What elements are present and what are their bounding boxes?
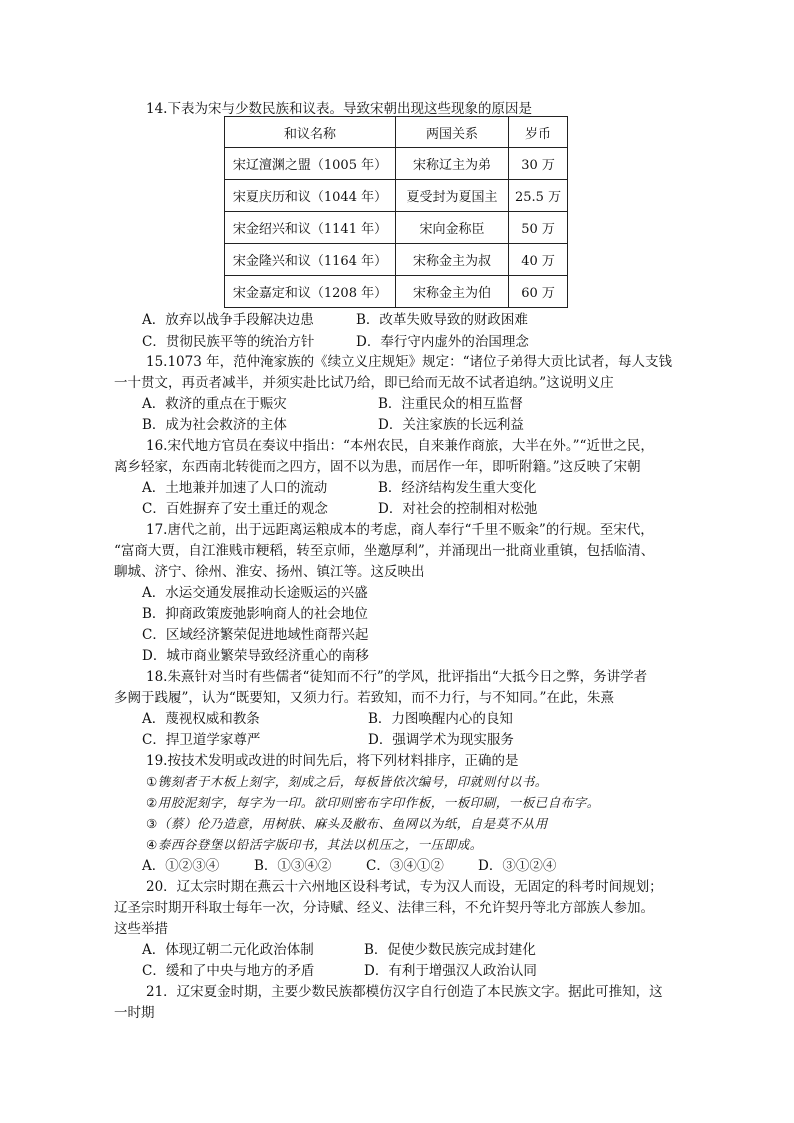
table-row: [225, 148, 568, 180]
q19-option-d[interactable]: D．③①②④: [478, 858, 557, 874]
q19-option-c[interactable]: C．③④①②: [366, 858, 444, 874]
q16-option-a[interactable]: A．土地兼并加速了人口的流动: [142, 480, 328, 496]
q20-option-b[interactable]: B．促使少数民族完成封建化: [364, 942, 536, 958]
cell-tribute: 50 万: [509, 212, 568, 244]
q18-option-c[interactable]: C．捍卫道学家尊严: [142, 732, 261, 748]
q16-option-b[interactable]: B．经济结构发生重大变化: [378, 480, 537, 496]
cell-relation: 宋称金主为伯: [396, 276, 509, 308]
q17-line-3: 聊城、济宁、徐州、淮安、扬州、镇江等。这反映出: [114, 564, 425, 580]
q14-option-b[interactable]: B．改革失败导致的财政困难: [356, 312, 528, 328]
cell-relation: 宋向金称臣: [396, 212, 509, 244]
q21-line-1: 21．辽宋夏金时期，主要少数民族都模仿汉字自行创造了本民族文字。据此可推知，这: [146, 984, 663, 1000]
q15-option-c[interactable]: B．成为社会救济的主体: [142, 417, 287, 433]
table-row: [225, 180, 568, 212]
header-relation: 两国关系: [396, 117, 509, 148]
q14-stem: 14.下表为宋与少数民族和议表。导致宋朝出现这些现象的原因是: [146, 101, 532, 117]
table-row: [225, 244, 568, 276]
cell-tribute: 30 万: [509, 148, 568, 180]
q18-option-b[interactable]: B．力图唤醒内心的良知: [368, 711, 513, 727]
header-treaty-name: 和议名称: [225, 117, 396, 148]
treaty-table: [224, 116, 568, 308]
q17-line-1: 17.唐代之前，出于远距离运粮成本的考虑，商人奉行“千里不贩籴”的行规。至宋代，: [146, 522, 654, 538]
q18-option-d[interactable]: D．强调学术为现实服务: [368, 732, 514, 748]
table-row: [225, 276, 568, 308]
cell-relation: 夏受封为夏国主: [396, 180, 509, 212]
q18-option-a[interactable]: A．蔑视权威和教条: [142, 711, 260, 727]
q15-line-2: 一十贯文，再贡者减半，并须实赴比试乃给，即已给而无故不试者追纳。”这说明义庄: [114, 375, 614, 391]
q20-line-1: 20．辽太宗时期在燕云十六州地区设科考试，专为汉人而设，无固定的科考时间规划；: [146, 879, 663, 895]
q15-option-a[interactable]: A．救济的重点在于赈灾: [142, 396, 287, 412]
q15-option-b[interactable]: B．注重民众的相互监督: [378, 396, 523, 412]
table-row: [225, 212, 568, 244]
q15-option-d[interactable]: D．关注家族的长远利益: [378, 417, 524, 433]
q19-material-1: ①镌刻者于木板上刻字，刻成之后，每板皆依次编号，印就则付以书。: [146, 774, 548, 789]
q14-option-d[interactable]: D．奉行守内虚外的治国理念: [356, 334, 529, 350]
q20-option-c[interactable]: C．缓和了中央与地方的矛盾: [142, 963, 315, 979]
q17-option-d[interactable]: D．城市商业繁荣导致经济重心的南移: [142, 648, 369, 664]
cell-tribute: 25.5 万: [509, 180, 568, 212]
q19-material-3: ③（蔡）伦乃造意，用树肤、麻头及敝布、鱼网以为纸，自是莫不从用: [146, 816, 548, 831]
q19-stem: 19.按技术发明或改进的时间先后，将下列材料排序，正确的是: [146, 753, 519, 769]
q17-option-b[interactable]: B．抑商政策废弛影响商人的社会地位: [142, 606, 368, 622]
table-header-row: [225, 117, 568, 148]
cell-treaty: 宋夏庆历和议（1044 年）: [225, 180, 396, 212]
q18-line-1: 18.朱熹针对当时有些儒者“徒知而不行”的学风，批评指出“大抵今日之弊，务讲学者: [146, 669, 648, 685]
q20-option-a[interactable]: A．体现辽朝二元化政治体制: [142, 942, 314, 958]
q17-option-c[interactable]: C．区域经济繁荣促进地域性商帮兴起: [142, 627, 369, 643]
cell-tribute: 40 万: [509, 244, 568, 276]
cell-relation: 宋称金主为叔: [396, 244, 509, 276]
q16-option-d[interactable]: D．对社会的控制相对松弛: [378, 501, 538, 517]
q18-line-2: 多阙于践履”，认为“既要知，又须力行。若致知，而不力行，与不知同。”在此，朱熹: [114, 690, 614, 706]
q21-line-2: 一时期: [114, 1005, 155, 1021]
q19-material-4: ④泰西谷登堡以铅活字版印书，其法以机压之，一压即成。: [146, 837, 483, 852]
q17-line-2: “富商大贾，自江淮贱市粳稻，转至京师，坐邀厚利”，并涌现出一批商业重镇，包括临清、: [114, 543, 655, 559]
q19-material-2: ②用胶泥刻字，每字为一印。欲印则密布字印作板，一板印刷，一板已自布字。: [146, 795, 600, 810]
cell-treaty: 宋金隆兴和议（1164 年）: [225, 244, 396, 276]
q20-line-3: 这些举措: [114, 921, 168, 937]
q19-option-b[interactable]: B．①③④②: [254, 858, 332, 874]
q16-option-c[interactable]: C．百姓摒弃了安土重迁的观念: [142, 501, 328, 517]
q14-option-c[interactable]: C．贯彻民族平等的统治方针: [142, 334, 315, 350]
header-tribute: 岁币: [509, 117, 568, 148]
cell-tribute: 60 万: [509, 276, 568, 308]
cell-treaty: 宋辽澶渊之盟（1005 年）: [225, 148, 396, 180]
q15-line-1: 15.1073 年，范仲淹家族的《续立义庄规矩》规定：“诸位子弟得大贡比试者，每人支钱: [146, 354, 673, 370]
q19-option-a[interactable]: A．①②③④: [142, 858, 220, 874]
q17-option-a[interactable]: A．水运交通发展推动长途贩运的兴盛: [142, 585, 368, 601]
q20-option-d[interactable]: D．有利于增强汉人政治认同: [364, 963, 537, 979]
q16-line-2: 离乡轻家，东西南北转徙而之四方，固不以为患，而居作一年，即听附籍。”这反映了宋朝: [114, 459, 641, 475]
cell-treaty: 宋金绍兴和议（1141 年）: [225, 212, 396, 244]
q14-option-a[interactable]: A．放弃以战争手段解决边患: [142, 312, 314, 328]
cell-relation: 宋称辽主为弟: [396, 148, 509, 180]
q16-line-1: 16.宋代地方官员在奏议中指出：“本州农民，自来兼作商旅，大半在外。”“近世之民，: [146, 438, 654, 454]
q20-line-2: 辽圣宗时期开科取士每年一次，分诗赋、经义、法律三科，不允许契丹等北方部族人参加。: [114, 900, 654, 916]
cell-treaty: 宋金嘉定和议（1208 年）: [225, 276, 396, 308]
